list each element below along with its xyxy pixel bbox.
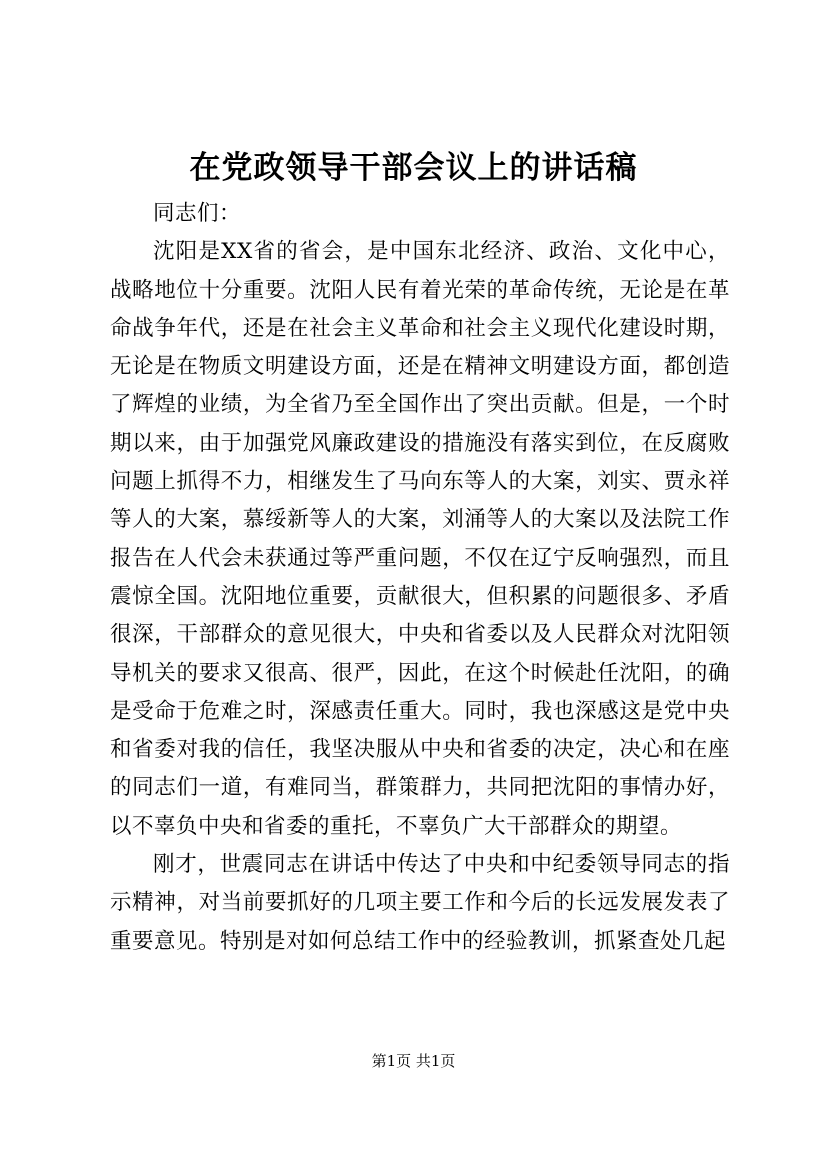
body-paragraph-1: 沈阳是XX省的省会，是中国东北经济、政治、文化中心，战略地位十分重要。沈阳人民有着光荣的革命传统，无论是在革命战争年代，还是在社会主义革命和社会主义现代化建设时期，无论是在物质文明建设方面，还是在精神文明建设方面，都创造了辉煌的业绩，为全省乃至全国作出了突出贡献。但是，一个时期以来，由于加强党风廉政建设的措施没有落实到位，在反腐败问题上抓得不力，相继发生了马向东等人的大案，刘实、贾永祥等人的大案，慕绥新等人的大案，刘涌等人的大案以及法院工作报告在人代会未获通过等严重问题，不仅在辽宁反响强烈，而且震惊全国。沈阳地位重要，贡献很大，但积累的问题很多、矛盾很深，干部群众的意见很大，中央和省委以及人民群众对沈阳领导机关的要求又很高、很严，因此，在这个时候赴任沈阳，的确是受命于危难之时，深感责任重大。同时，我也深感这是党中央和省委对我的信任，我坚决服从中央和省委的决定，决心和在座的同志们一道，有难同当，群策群力，共同把沈阳的事情办好，以不辜负中央和省委的重托，不辜负广大干部群众的期望。	[110, 239, 730, 839]
page-number-footer: 第1页 共1页	[371, 1052, 456, 1070]
body-paragraph-2: 刚才，世震同志在讲话中传达了中央和中纪委领导同志的指示精神，对当前要抓好的几项主要工作和今后的长远发展发表了重要意见。特别是对如何总结工作中的经验教训，抓紧查处几起	[110, 852, 730, 954]
document-title: 在党政领导干部会议上的讲话稿	[189, 150, 638, 186]
salutation-paragraph: 同志们：	[153, 201, 242, 226]
document-body	[110, 195, 730, 961]
